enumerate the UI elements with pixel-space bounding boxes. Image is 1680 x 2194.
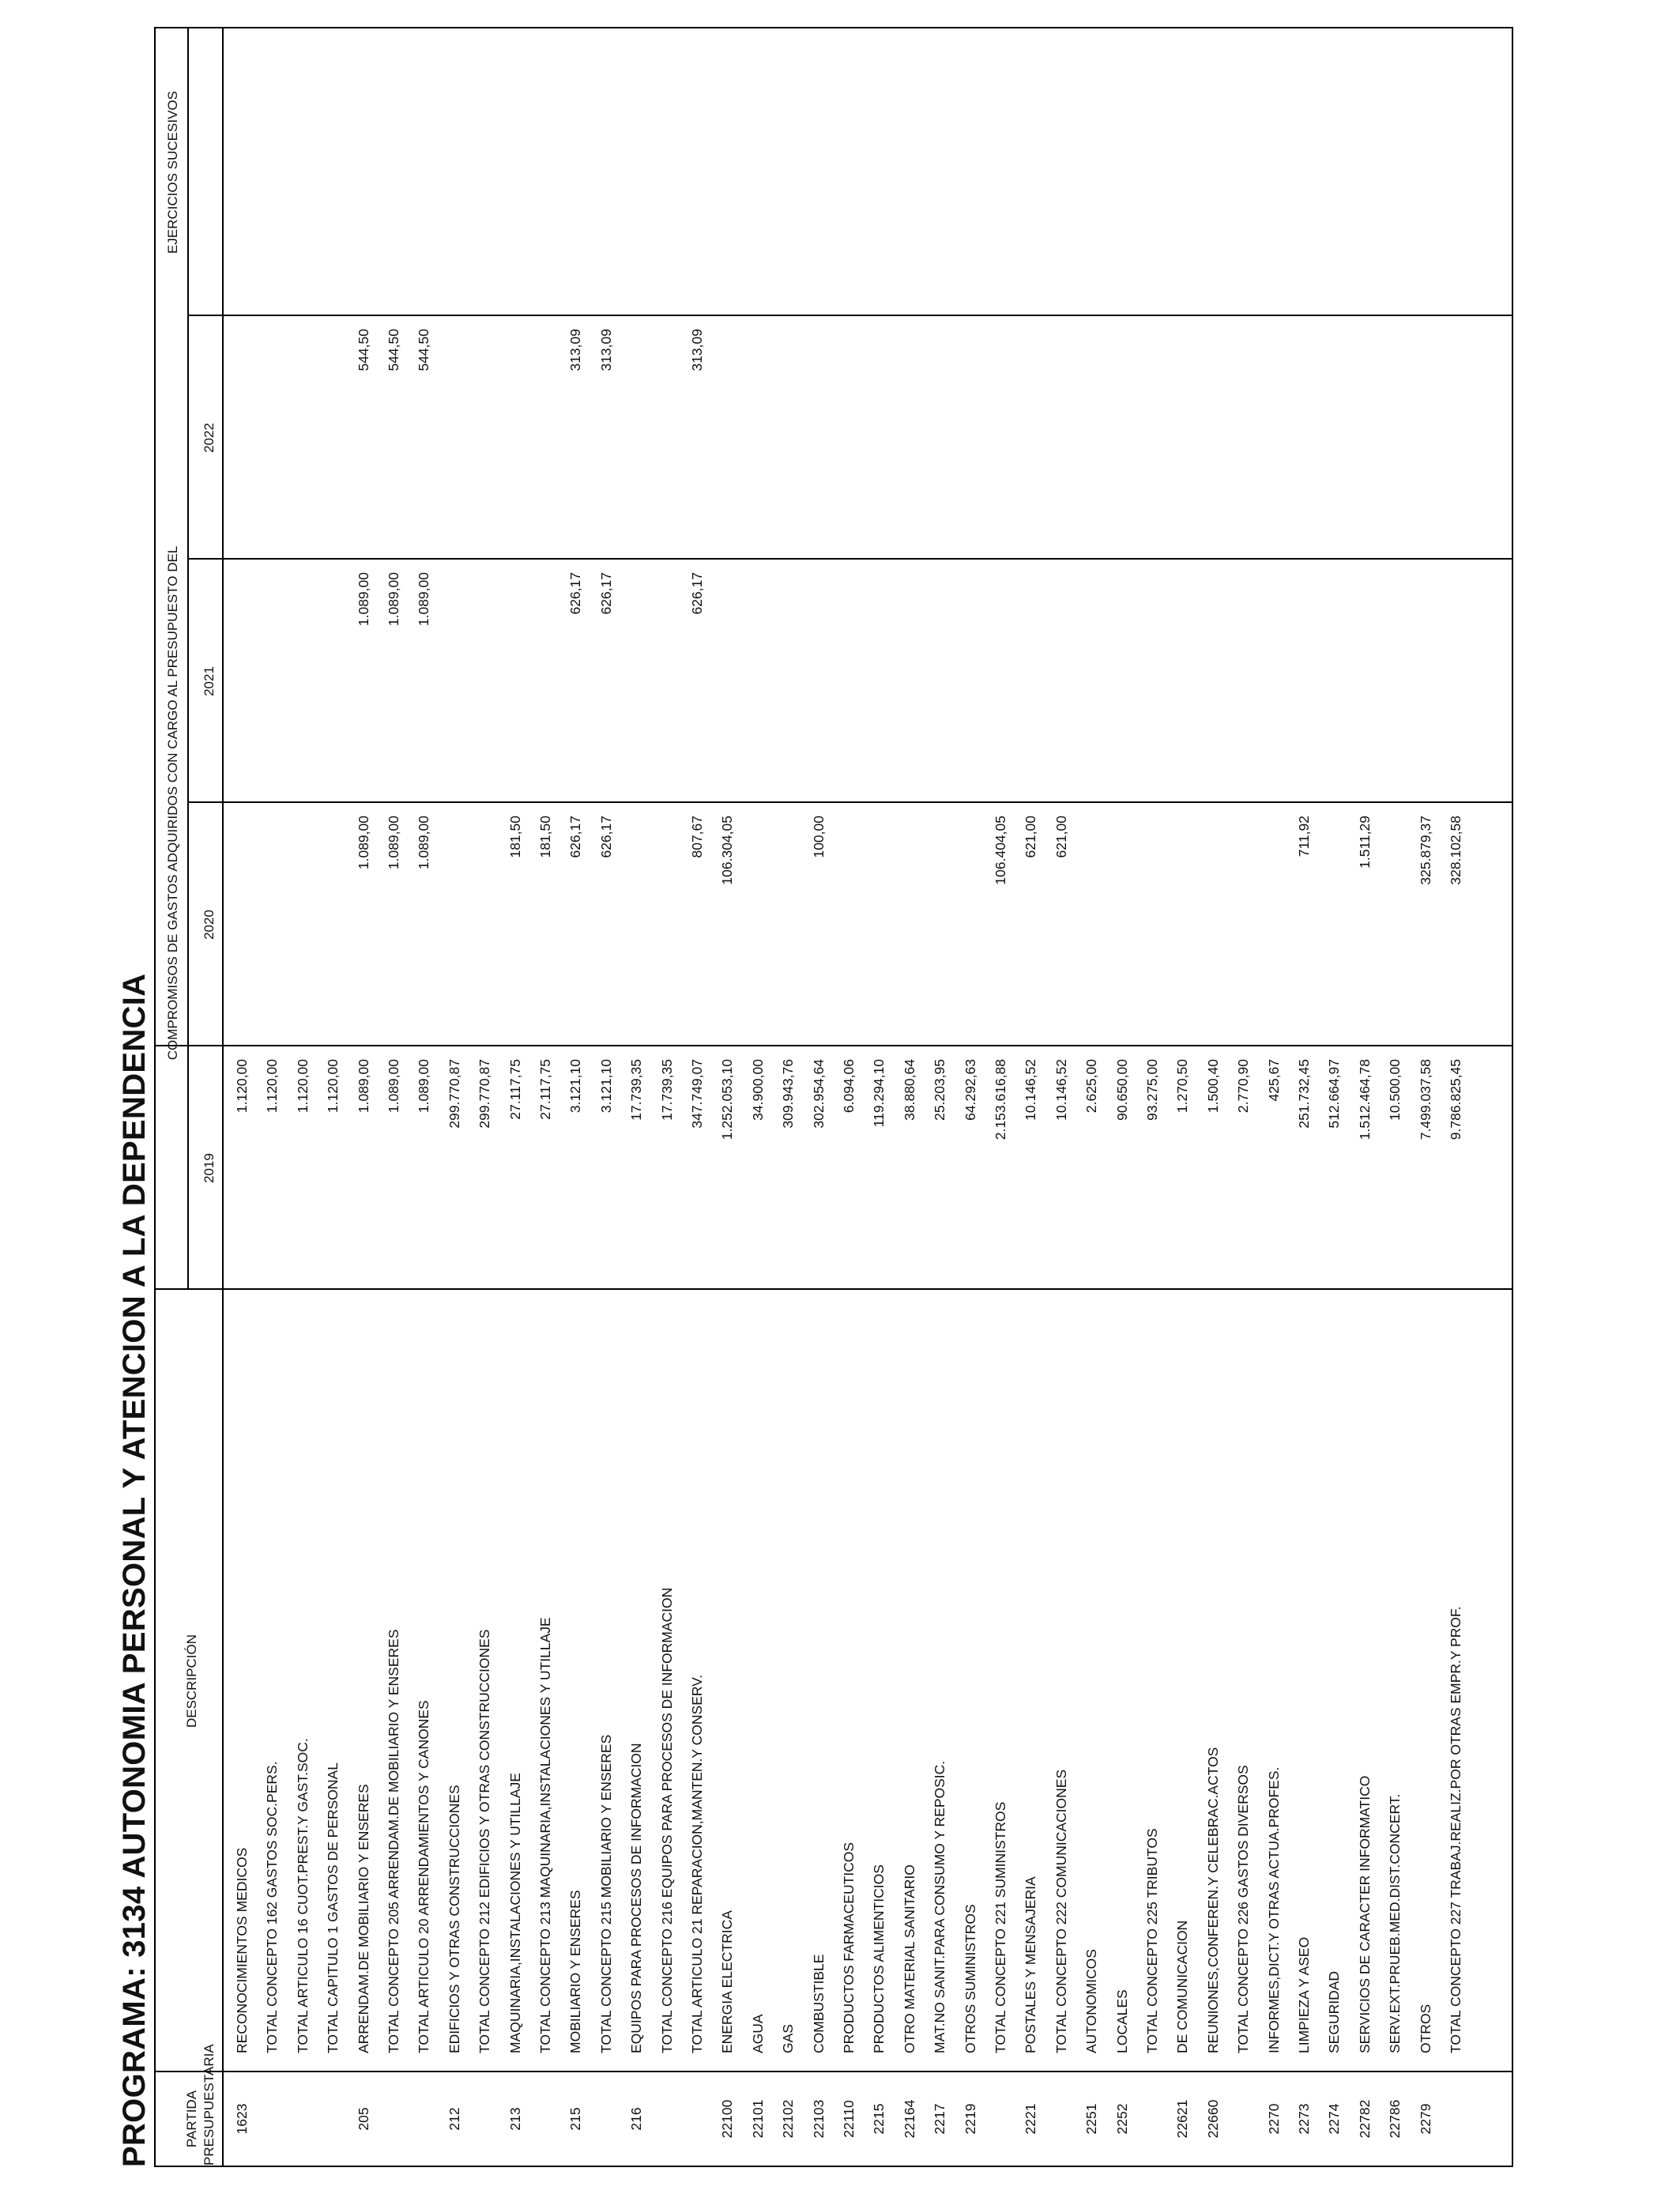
cell-descripcion: POSTALES Y MENSAJERIA [1023, 1876, 1039, 2053]
cell-descripcion: TOTAL CAPITULO 1 GASTOS DE PERSONAL [325, 1762, 341, 2053]
table-row [1113, 28, 1132, 2166]
cell-2019: 90.650,00 [1113, 1059, 1130, 1121]
cell-2020: 325.879,37 [1417, 816, 1433, 885]
cell-2019: 1.120,00 [325, 1059, 341, 1114]
table-row [507, 28, 525, 2166]
table-row [537, 28, 556, 2166]
cell-descripcion: PRODUCTOS ALIMENTICIOS [871, 1864, 887, 2053]
cell-2019: 93.275,00 [1144, 1059, 1160, 1121]
cell-descripcion: EQUIPOS PARA PROCESOS DE INFORMACION [628, 1743, 645, 2053]
cell-2019: 3.121,10 [597, 1059, 614, 1114]
cell-2019: 1.089,00 [416, 1059, 432, 1114]
table-row [1265, 28, 1284, 2166]
cell-2019: 1.500,40 [1204, 1059, 1221, 1114]
table-row [931, 28, 950, 2166]
cell-2020: 1.089,00 [355, 816, 371, 870]
cell-descripcion: INFORMES,DICT.Y OTRAS ACTUA.PROFES. [1265, 1766, 1282, 2053]
cell-partida: 22100 [719, 2099, 736, 2139]
cell-2022: 544,50 [416, 329, 432, 371]
cell-descripcion: OTRO MATERIAL SANITARIO [901, 1864, 917, 2053]
cell-2019: 27.117,75 [537, 1059, 553, 1120]
cell-2019: 1.120,00 [234, 1059, 250, 1114]
cell-2019: 2.153.616,88 [993, 1059, 1008, 1140]
cell-2019: 299.770,87 [446, 1059, 462, 1129]
cell-partida: 22164 [901, 2099, 917, 2139]
cell-partida: 22103 [810, 2099, 827, 2139]
cell-descripcion: TOTAL CONCEPTO 215 MOBILIARIO Y ENSERES [597, 1734, 614, 2053]
header-2019: 2019 [202, 1153, 217, 1183]
table-row [233, 28, 252, 2166]
table-row [1295, 28, 1314, 2166]
cell-partida: 2273 [1296, 2103, 1312, 2135]
cell-descripcion: TOTAL ARTICULO 16 CUOT.PREST.Y GAST.SOC. [294, 1738, 311, 2053]
cell-2019: 64.292,63 [962, 1059, 978, 1121]
cell-descripcion: TOTAL CONCEPTO 222 COMUNICACIONES [1053, 1769, 1069, 2053]
cell-2020: 621,00 [1023, 816, 1039, 858]
cell-partida: 2221 [1023, 2103, 1039, 2135]
cell-descripcion: AUTONOMICOS [1083, 1949, 1100, 2053]
cell-2019: 1.089,00 [386, 1059, 401, 1114]
cell-2019: 3.121,10 [567, 1059, 584, 1114]
cell-2019: 347.749,07 [689, 1059, 705, 1129]
cell-descripcion: SERVICIOS DE CARACTER INFORMATICO [1356, 1775, 1373, 2053]
header-descripcion: DESCRIPCIÓN [184, 1634, 199, 1728]
table-row [1083, 28, 1102, 2166]
cell-descripcion: TOTAL CONCEPTO 226 GASTOS DIVERSOS [1235, 1765, 1252, 2053]
cell-2019: 17.739,35 [658, 1059, 675, 1121]
cell-descripcion: TOTAL CONCEPTO 213 MAQUINARIA,INSTALACIONES Y UTILLAJE [537, 1617, 553, 2053]
cell-2019: 251.732,45 [1296, 1059, 1312, 1129]
table-row [1447, 28, 1466, 2166]
cell-2019: 38.880,64 [901, 1059, 917, 1121]
cell-descripcion: COMBUSTIBLE [810, 1954, 827, 2053]
table-row [627, 28, 646, 2166]
cell-partida: 2252 [1113, 2103, 1130, 2135]
cell-descripcion: GAS [780, 2024, 797, 2053]
table-row [1053, 28, 1072, 2166]
cell-partida: 216 [628, 2107, 645, 2131]
page-title: PROGRAMA: 3134 AUTONOMIA PERSONAL Y ATENCION A LA DEPENDENCIA [117, 973, 152, 2167]
cell-descripcion: MAT.NO SANIT.PARA CONSUMO Y REPOSIC. [932, 1760, 948, 2053]
header-2020: 2020 [202, 910, 217, 940]
table-row [446, 28, 465, 2166]
cell-2020: 106.404,05 [993, 816, 1008, 885]
cell-2020: 711,92 [1296, 816, 1312, 858]
cell-2019: 302.954,64 [810, 1059, 827, 1129]
cell-descripcion: LOCALES [1113, 1989, 1130, 2053]
table-row [1417, 28, 1436, 2166]
cell-2020: 807,67 [689, 816, 705, 858]
cell-descripcion: REUNIONES,CONFEREN.Y CELEBRAC.ACTOS [1204, 1747, 1221, 2053]
cell-2019: 6.094,06 [841, 1059, 857, 1114]
table-row [385, 28, 404, 2166]
table-row [658, 28, 677, 2166]
cell-descripcion: OTROS SUMINISTROS [962, 1904, 978, 2053]
cell-descripcion: TOTAL CONCEPTO 221 SUMINISTROS [993, 1801, 1008, 2053]
cell-2019: 2.770,90 [1235, 1059, 1252, 1114]
cell-2021: 1.089,00 [386, 572, 401, 627]
header-ejercicios-sucesivos: EJERCICIOS SUCESIVOS [165, 91, 180, 254]
table-row [870, 28, 889, 2166]
cell-2022: 313,09 [689, 329, 705, 371]
table-row [1143, 28, 1162, 2166]
cell-partida: 2270 [1265, 2103, 1282, 2135]
header-partida-line2: PRESUPUESTARIA [202, 2044, 217, 2166]
table-row [294, 28, 313, 2166]
cell-descripcion: LIMPIEZA Y ASEO [1296, 1936, 1312, 2053]
table-row [1356, 28, 1375, 2166]
cell-descripcion: TOTAL ARTICULO 21 REPARACION,MANTEN.Y CONSERV. [689, 1674, 705, 2053]
table-row [962, 28, 981, 2166]
cell-2020: 181,50 [507, 816, 523, 858]
cell-descripcion: TOTAL CONCEPTO 162 GASTOS SOC.PERS. [264, 1761, 281, 2053]
cell-descripcion: MAQUINARIA,INSTALACIONES Y UTILLAJE [507, 1773, 523, 2053]
cell-2020: 621,00 [1053, 816, 1069, 858]
table-row [1234, 28, 1253, 2166]
cell-partida: 22621 [1174, 2099, 1191, 2139]
cell-2022: 544,50 [355, 329, 371, 371]
table-row [749, 28, 768, 2166]
table-row [718, 28, 737, 2166]
header-bottom-line [222, 28, 224, 2166]
cell-descripcion: TOTAL CONCEPTO 227 TRABAJ.REALIZ.POR OTRAS EMPR.Y PROF. [1448, 1606, 1463, 2053]
cell-2021: 626,17 [597, 572, 614, 615]
cell-partida: 22110 [841, 2100, 857, 2138]
table-row [1173, 28, 1192, 2166]
cell-descripcion: AGUA [749, 2014, 766, 2053]
cell-2019: 1.120,00 [264, 1059, 281, 1114]
table-row [688, 28, 707, 2166]
budget-table [154, 27, 1513, 2167]
cell-descripcion: MOBILIARIO Y ENSERES [567, 1890, 584, 2053]
cell-2020: 100,00 [810, 816, 827, 858]
cell-partida: 2215 [871, 2103, 887, 2135]
cell-partida: 22102 [780, 2099, 797, 2139]
cell-descripcion: TOTAL ARTICULO 20 ARRENDAMIENTOS Y CANONES [416, 1700, 432, 2053]
cell-2020: 1.089,00 [386, 816, 401, 870]
cell-2019: 2.625,00 [1083, 1059, 1100, 1114]
cell-partida: 1623 [234, 2103, 250, 2135]
table-row [415, 28, 434, 2166]
cell-2019: 512.664,97 [1326, 1059, 1343, 1129]
table-row [597, 28, 616, 2166]
cell-partida: 2217 [932, 2103, 948, 2135]
header-compromisos: COMPROMISOS DE GASTOS ADQUIRIDOS CON CARGO AL PRESUPUESTO DEL [165, 545, 180, 1061]
cell-descripcion: SERV.EXT.PRUEB.MED.DIST.CONCERT. [1387, 1793, 1403, 2053]
table-row [992, 28, 1011, 2166]
cell-partida: 22660 [1204, 2099, 1221, 2139]
table-row [1325, 28, 1344, 2166]
cell-descripcion: PRODUCTOS FARMACEUTICOS [841, 1842, 857, 2053]
cell-partida: 215 [567, 2107, 584, 2131]
cell-partida: 22786 [1387, 2099, 1403, 2139]
cell-2020: 106.304,05 [719, 816, 736, 885]
cell-2021: 1.089,00 [416, 572, 432, 627]
table-row [567, 28, 586, 2166]
cell-2019: 309.943,76 [780, 1059, 797, 1129]
cell-2019: 10.500,00 [1387, 1059, 1403, 1121]
table-row [324, 28, 343, 2166]
cell-partida: 2219 [962, 2103, 978, 2135]
cell-descripcion: TOTAL CONCEPTO 212 EDIFICIOS Y OTRAS CONSTRUCCIONES [477, 1629, 493, 2053]
cell-partida: 2251 [1083, 2103, 1100, 2135]
cell-2019: 7.499.037,58 [1417, 1059, 1433, 1140]
cell-2020: 1.089,00 [416, 816, 432, 870]
cell-2019: 17.739,35 [628, 1059, 645, 1121]
cell-2019: 299.770,87 [477, 1059, 493, 1129]
cell-2019: 119.294,10 [871, 1059, 887, 1128]
cell-partida: 22782 [1356, 2099, 1373, 2139]
table-row [1022, 28, 1041, 2166]
cell-2022: 313,09 [567, 329, 584, 371]
table-row [476, 28, 495, 2166]
header-2022: 2022 [202, 423, 217, 453]
cell-descripcion: TOTAL CONCEPTO 225 TRIBUTOS [1144, 1828, 1160, 2053]
cell-descripcion: DE COMUNICACION [1174, 1920, 1191, 2053]
cell-2020: 626,17 [597, 816, 614, 858]
cell-2019: 1.120,00 [294, 1059, 311, 1114]
cell-2019: 10.146,52 [1023, 1059, 1039, 1121]
table-row [1386, 28, 1405, 2166]
cell-descripcion: OTROS [1417, 2004, 1433, 2053]
cell-2020: 626,17 [567, 816, 584, 858]
cell-2019: 1.270,50 [1174, 1059, 1191, 1114]
cell-partida: 212 [446, 2107, 462, 2131]
cell-2020: 328.102,58 [1448, 816, 1463, 885]
table-row [1204, 28, 1223, 2166]
cell-partida: 2279 [1417, 2103, 1433, 2135]
cell-2019: 425,67 [1265, 1059, 1282, 1102]
table-row [779, 28, 798, 2166]
cell-2020: 1.511,29 [1356, 816, 1373, 869]
cell-descripcion: RECONOCIMIENTOS MEDICOS [234, 1847, 250, 2053]
cell-2020: 181,50 [537, 816, 553, 858]
cell-2022: 313,09 [597, 329, 614, 371]
table-row [901, 28, 920, 2166]
cell-2019: 1.252.053,10 [719, 1059, 736, 1140]
cell-partida: 213 [507, 2107, 523, 2131]
cell-2021: 1.089,00 [355, 572, 371, 627]
cell-2019: 25.203,95 [932, 1059, 948, 1121]
header-partida-line1: PARTIDA [184, 2090, 199, 2148]
cell-2022: 544,50 [386, 329, 401, 371]
cell-2019: 1.512.464,78 [1356, 1059, 1373, 1140]
cell-2021: 626,17 [689, 572, 705, 615]
cell-descripcion: ENERGIA ELECTRICA [719, 1910, 736, 2053]
table-row [840, 28, 859, 2166]
table-row [263, 28, 282, 2166]
cell-descripcion: SEGURIDAD [1326, 1970, 1343, 2053]
table-row [355, 28, 374, 2166]
cell-descripcion: TOTAL CONCEPTO 216 EQUIPOS PARA PROCESOS DE INFORMACION [658, 1587, 675, 2053]
cell-2021: 626,17 [567, 572, 584, 615]
compromisos-line [187, 28, 189, 1290]
cell-partida: 2274 [1326, 2103, 1343, 2135]
cell-2019: 10.146,52 [1053, 1059, 1069, 1121]
cell-descripcion: TOTAL CONCEPTO 205 ARRENDAM.DE MOBILIARIO Y ENSERES [386, 1629, 401, 2053]
cell-2019: 27.117,75 [507, 1059, 523, 1120]
cell-2019: 9.786.825,45 [1448, 1059, 1463, 1140]
cell-2019: 1.089,00 [355, 1059, 371, 1114]
cell-partida: 205 [355, 2107, 371, 2131]
cell-descripcion: EDIFICIOS Y OTRAS CONSTRUCCIONES [446, 1785, 462, 2053]
table-row [810, 28, 829, 2166]
cell-descripcion: ARRENDAM.DE MOBILIARIO Y ENSERES [355, 1784, 371, 2053]
cell-2019: 34.900,00 [749, 1059, 766, 1121]
cell-partida: 22101 [749, 2099, 766, 2139]
header-2021: 2021 [202, 666, 217, 696]
